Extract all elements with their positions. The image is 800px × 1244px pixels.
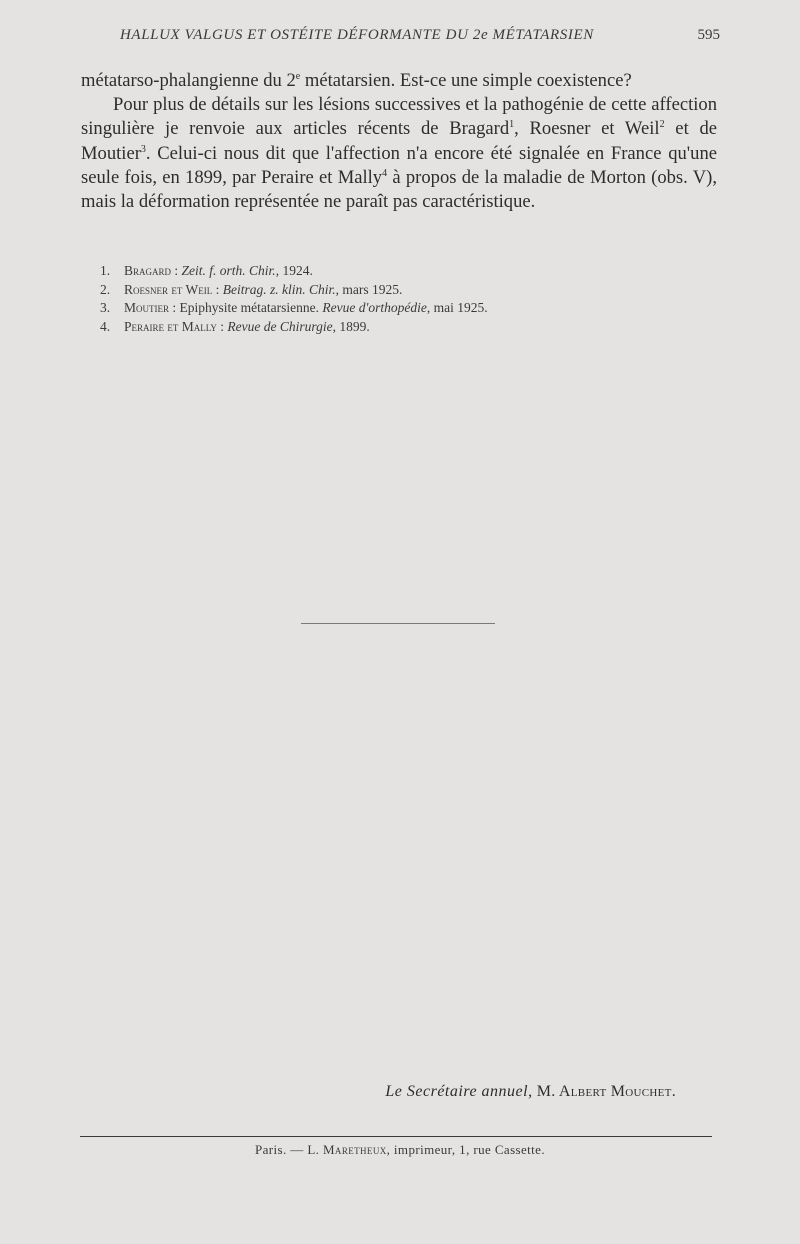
- footnote-3: 3. Moutier : Epiphysite métatarsienne. Revue d'orthopédie, mai 1925.: [100, 300, 488, 316]
- footnote-2: 2. Roesner et Weil : Beitrag. z. klin. Chir., mars 1925.: [100, 281, 403, 297]
- paragraph-1: métatarso-phalangienne du 2e métatarsien. Est-ce une simple coexistence?: [81, 70, 632, 91]
- running-title: HALLUX VALGUS ET OSTÉITE DÉFORMANTE DU 2e MÉTATARSIEN: [120, 27, 594, 43]
- footnote-1: 1. Bragard : Zeit. f. orth. Chir., 1924.: [100, 263, 313, 278]
- signature-name: , M. Albert Mouchet.: [528, 1083, 676, 1100]
- signature-role: Le Secrétaire annuel: [385, 1083, 529, 1100]
- footnotes: [100, 262, 720, 336]
- paragraph-2: Pour plus de détails sur les lésions successives et la pathogénie de cette affection singulière je renvoie aux articles récents de Bragard$^1$, Roesner et Weil$^2$ et de Moutier$^3$. Celui-ci nous dit que l'affection n'a encore été signalée en France qu'une seule fois, en 1899, par Peraire et Mally$^4$ à propos de la maladie de Morton (obs. V), mais la déformation représentée ne paraît pas caractéristique.: [81, 94, 717, 213]
- signature: [385, 1083, 676, 1101]
- footnote-4: 4. Peraire et Mally : Revue de Chirurgie, 1899.: [100, 318, 370, 334]
- running-header: [120, 27, 720, 44]
- body-text: [81, 69, 717, 214]
- imprint-rule: [80, 1136, 712, 1137]
- page-number: 595: [697, 27, 720, 43]
- section-separator-rule: [301, 623, 495, 624]
- printer-imprint: Paris. — L. Maretheux, imprimeur, 1, rue Cassette.: [254, 1142, 546, 1157]
